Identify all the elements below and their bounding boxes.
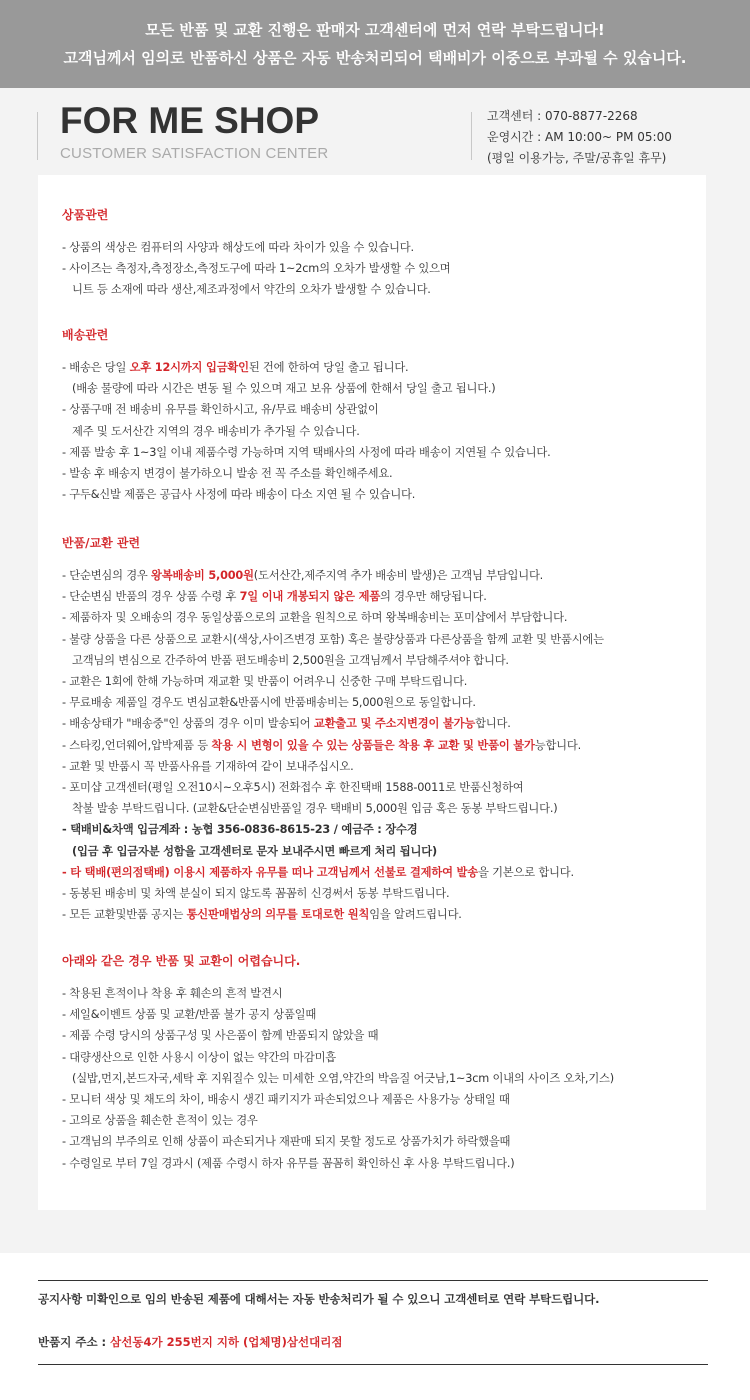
return-address-label: 반품지 주소 : xyxy=(38,1335,111,1349)
highlight: 교환출고 및 주소지변경이 불가능 xyxy=(313,717,476,731)
section-title: 상품관련 xyxy=(62,208,109,222)
policy-line: - 사이즈는 측정자,측정장소,측정도구에 따라 1~2cm의 오차가 발생할 수 있으며 xyxy=(62,262,451,276)
policy-line: 니트 등 소재에 따라 생산,제조과정에서 약간의 오차가 발생할 수 있습니다. xyxy=(72,283,431,297)
highlight: - 타 택배(편의점택배) 이용시 제품하자 유무를 떠나 고객님께서 선불로 결제하여 발송 xyxy=(62,865,478,879)
return-address-value: 삼선동4가 255번지 지하 (업체명)삼선대리점 xyxy=(110,1335,343,1349)
policy-line: - 상품의 색상은 컴퓨터의 사양과 해상도에 따라 차이가 있을 수 있습니다. xyxy=(62,241,414,254)
policy-line: - 포미샵 고객센터(평일 오전10시~오후5시) 전화접수 후 한진택배 1588-0011로 반품신청하여 xyxy=(62,781,524,795)
policy-line: - 단순변심 반품의 경우 상품 수령 후 7일 이내 개봉되지 않은 제품의 경우만 해당됩니다. xyxy=(62,590,487,604)
section-returns xyxy=(62,533,604,925)
policy-line: - 제품 발송 후 1~3일 이내 제품수령 가능하며 지역 택배사의 사정에 따라 배송이 지연될 수 있습니다. xyxy=(62,445,551,459)
header-divider-right xyxy=(471,112,472,160)
policy-line: - 구두&신발 제품은 공급사 사정에 따라 배송이 다소 지연 될 수 있습니다. xyxy=(62,488,416,502)
policy-line: - 수령일로 부터 7일 경과시 (제품 수령시 하자 유무를 꼼꼼히 확인하신 후 사용 부탁드립니다.) xyxy=(62,1156,515,1170)
contact-info xyxy=(487,106,672,169)
policy-line: - 제품하자 및 오배송의 경우 동일상품으로의 교환을 원칙으로 하며 왕복배송비는 포미샵에서 부담합니다. xyxy=(62,611,568,625)
policy-line: - 타 택배(편의점택배) 이용시 제품하자 유무를 떠나 고객님께서 선불로 결제하여 발송을 기본으로 합니다. xyxy=(62,865,574,879)
top-notice-line1: 모든 반품 및 교환 진행은 판매자 고객센터에 먼저 연락 부탁드립니다! xyxy=(145,21,605,39)
policy-line: - 불량 상품을 다른 상품으로 교환시(색상,사이즈변경 포함) 혹은 불량상품과 다른상품을 함께 교환 및 반품시에는 xyxy=(62,632,604,646)
policy-line: (입금 후 입금자분 성함을 고객센터로 문자 보내주시면 빠르게 처리 됩니다) xyxy=(72,844,437,858)
contact-phone: 고객센터 : 070-8877-2268 xyxy=(487,109,638,123)
policy-line: (실밥,먼지,본드자국,세탁 후 지워질수 있는 미세한 오염,약간의 박음질 어긋남,1~3cm 이내의 사이즈 오차,기스) xyxy=(72,1071,614,1085)
policy-line: - 대량생산으로 인한 사용시 이상이 없는 약간의 마감미흡 xyxy=(62,1050,337,1064)
brand-name: FOR ME SHOP xyxy=(60,100,320,141)
policy-card xyxy=(38,175,706,1210)
highlight: 오후 12시까지 입금확인 xyxy=(129,361,249,374)
policy-line: - 배송상태가 "배송중"인 상품의 경우 이미 발송되어 교환출고 및 주소지변경이 불가능합니다. xyxy=(62,717,511,731)
header-divider-left xyxy=(37,112,38,160)
section-not-allowed xyxy=(62,951,614,1174)
policy-line: - 상품구매 전 배송비 유무를 확인하시고, 유/무료 배송비 상관없이 xyxy=(62,403,379,417)
top-notice-line2: 고객님께서 임의로 반품하신 상품은 자동 반송처리되어 택배비가 이중으로 부과될 수 있습니다. xyxy=(63,49,687,67)
footer-divider-bottom xyxy=(38,1364,708,1365)
policy-line: - 고객님의 부주의로 인해 상품이 파손되거나 재판매 되지 못할 정도로 상품가치가 하락했을때 xyxy=(62,1135,511,1149)
policy-line: - 무료배송 제품일 경우도 변심교환&반품시에 반품배송비는 5,000원으로 동일합니다. xyxy=(62,696,476,710)
policy-line: - 동봉된 배송비 및 차액 분실이 되지 않도록 꼼꼼히 신경써서 동봉 부탁드립니다. xyxy=(62,887,450,901)
policy-line: 제주 및 도서산간 지역의 경우 배송비가 추가될 수 있습니다. xyxy=(72,424,360,438)
highlight: 7일 이내 개봉되지 않은 제품 xyxy=(239,590,381,604)
policy-line: - 제품 수령 당시의 상품구성 및 사은품이 함께 반품되지 않았을 때 xyxy=(62,1029,379,1043)
highlight: 왕복배송비 5,000원 xyxy=(151,569,254,582)
section-title: 반품/교환 관련 xyxy=(62,536,141,550)
section-product xyxy=(62,205,451,301)
contact-hours: 운영시간 : AM 10:00~ PM 05:00 xyxy=(487,130,672,144)
footer-notice: 공지사항 미확인으로 임의 반송된 제품에 대해서는 자동 반송처리가 될 수 있으니 고객센터로 연락 부탁드립니다. xyxy=(38,1292,600,1306)
return-address xyxy=(38,1334,342,1350)
policy-line: - 교환 및 반품시 꼭 반품사유를 기재하여 같이 보내주십시오. xyxy=(62,759,354,773)
brand-subtitle: CUSTOMER SATISFACTION CENTER xyxy=(60,145,329,162)
policy-line: - 교환은 1회에 한해 가능하며 재교환 및 반품이 어려우니 신중한 구매 부탁드립니다. xyxy=(62,675,468,689)
policy-line: - 단순변심의 경우 왕복배송비 5,000원(도서산간,제주지역 추가 배송비 발생)은 고객님 부담입니다. xyxy=(62,569,544,582)
policy-line: - 배송은 당일 오후 12시까지 입금확인된 건에 한하여 당일 출고 됩니다. xyxy=(62,361,409,374)
section-title: 아래와 같은 경우 반품 및 교환이 어렵습니다. xyxy=(62,954,301,968)
policy-line: - 착용된 흔적이나 착용 후 훼손의 흔적 발견시 xyxy=(62,987,283,1000)
policy-line: - 세일&이벤트 상품 및 교환/반품 불가 공지 상품일때 xyxy=(62,1008,317,1022)
section-title: 배송관련 xyxy=(62,328,109,342)
policy-line: - 스타킹,언더웨어,압박제품 등 착용 시 변형이 있을 수 있는 상품들은 착용 후 교환 및 반품이 불가능합니다. xyxy=(62,738,581,752)
policy-line: - 모든 교환및반품 공지는 통신판매법상의 의무를 토대로한 원칙임을 알려드립니다. xyxy=(62,908,462,922)
highlight: 통신판매법상의 의무를 토대로한 원칙 xyxy=(186,908,370,922)
contact-note: (평일 이용가능, 주말/공휴일 휴무) xyxy=(487,151,667,165)
section-shipping xyxy=(62,325,550,505)
policy-line: (배송 물량에 따라 시간은 변동 될 수 있으며 재고 보유 상품에 한해서 당일 출고 됩니다.) xyxy=(72,382,496,396)
footer-divider-top xyxy=(38,1280,708,1281)
policy-line: - 모니터 색상 및 채도의 차이, 배송시 생긴 패키지가 파손되었으나 제품은 사용가능 상태일 때 xyxy=(62,1093,510,1107)
bank-account-line: - 택배비&차액 입금계좌 : 농협 356-0836-8615-23 / 예금주 : 장수경 xyxy=(62,823,418,837)
highlight: 착용 시 변형이 있을 수 있는 상품들은 착용 후 교환 및 반품이 불가 xyxy=(211,738,535,752)
policy-line: 착불 발송 부탁드립니다. (교환&단순변심반품일 경우 택배비 5,000원 입금 혹은 동봉 부탁드립니다.) xyxy=(72,802,558,816)
policy-line: - 고의로 상품을 훼손한 흔적이 있는 경우 xyxy=(62,1114,258,1128)
policy-line: - 발송 후 배송지 변경이 불가하오니 발송 전 꼭 주소를 확인해주세요. xyxy=(62,467,393,481)
policy-line: 고객님의 변심으로 간주하여 반품 편도배송비 2,500원을 고객님께서 부담해주셔야 합니다. xyxy=(72,653,509,667)
top-notice-banner xyxy=(0,0,750,88)
